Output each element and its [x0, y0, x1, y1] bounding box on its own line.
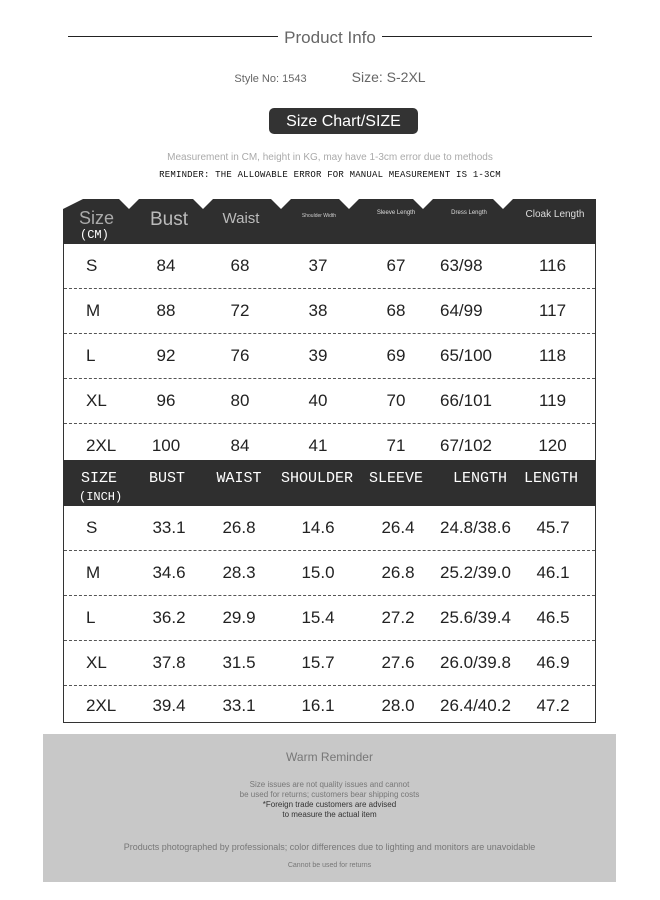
- cm-cell-waist: 80: [230, 391, 250, 410]
- inch-row-xl: [64, 641, 595, 686]
- inch-col-length: LENGTH: [452, 470, 507, 487]
- reminder-line-2: be used for returns; customers bear shipping costs: [239, 790, 420, 799]
- inch-row-l: [64, 596, 595, 641]
- inch-cell-length-2: 46.9: [536, 653, 570, 672]
- product-info-title: Product Info: [284, 28, 376, 47]
- cm-cell-size: 2XL: [86, 436, 117, 455]
- product-meta: [0, 69, 660, 85]
- cm-col-shoulder: Shoulder Width: [301, 213, 337, 219]
- warm-reminder-panel: [43, 734, 616, 882]
- cm-cell-dress: 66/101: [440, 391, 492, 410]
- cm-cell-size: XL: [86, 391, 107, 410]
- warm-reminder-title: Warm Reminder: [286, 750, 373, 764]
- cm-cell-waist: 72: [230, 301, 250, 320]
- cm-cell-cloak: 117: [538, 301, 567, 320]
- cm-cell-waist: 84: [230, 436, 250, 455]
- inch-cell-size: 2XL: [86, 696, 117, 715]
- inch-cell-sleeve: 28.0: [381, 696, 415, 715]
- cm-cell-dress: 63/98: [440, 256, 483, 275]
- reminder-line-3: *Foreign trade customers are advised: [262, 800, 397, 809]
- inch-cell-length: 25.2/39.0: [440, 563, 511, 582]
- cm-cell-sleeve: 71: [386, 436, 406, 455]
- inch-cell-shoulder: 14.6: [301, 518, 335, 537]
- cm-cell-bust: 92: [156, 346, 176, 365]
- cm-cell-sleeve: 69: [386, 346, 406, 365]
- cm-cell-sleeve: 68: [386, 301, 406, 320]
- cm-col-waist: Waist: [222, 210, 260, 227]
- inch-cell-waist: 26.8: [222, 518, 256, 537]
- cm-row-xl: [64, 379, 595, 424]
- cm-col-dress: Dress Length: [451, 210, 487, 216]
- product-info-title-row: [68, 28, 592, 52]
- error-reminder-note: REMINDER: THE ALLOWABLE ERROR FOR MANUAL MEASUREMENT IS 1-3CM: [159, 170, 501, 180]
- reminder-line-1: Size issues are not quality issues and cannot: [249, 780, 410, 789]
- inch-cell-length-2: 46.5: [536, 608, 570, 627]
- inch-cell-length-2: 47.2: [536, 696, 570, 715]
- reminder-line-4: to measure the actual item: [282, 810, 377, 819]
- inch-cell-shoulder: 16.1: [301, 696, 335, 715]
- inch-cell-bust: 39.4: [152, 696, 186, 715]
- inch-cell-waist: 31.5: [222, 653, 256, 672]
- cm-cell-shoulder: 37: [308, 256, 328, 275]
- inch-col-waist: WAIST: [216, 470, 262, 487]
- inch-row-2xl: [64, 684, 595, 728]
- reminder-line-6: Cannot be used for returns: [287, 862, 372, 869]
- cm-col-sleeve: Sleeve Length: [376, 210, 416, 216]
- cm-row-l: [64, 334, 595, 379]
- style-number: Style No: 1543: [234, 73, 307, 85]
- cm-cell-sleeve: 67: [386, 256, 406, 275]
- cm-cell-waist: 76: [230, 346, 250, 365]
- cm-cell-dress: 67/102: [440, 436, 492, 455]
- inch-col-size-unit: (INCH): [79, 490, 123, 504]
- cm-col-size-unit: (CM): [80, 228, 109, 242]
- inch-col-bust: BUST: [148, 470, 185, 487]
- cm-row-m: [64, 289, 595, 334]
- inch-row-s: [64, 506, 595, 551]
- inch-cell-length-2: 45.7: [536, 518, 570, 537]
- inch-cell-length: 26.0/39.8: [440, 653, 511, 672]
- inch-cell-bust: 36.2: [152, 608, 186, 627]
- cm-cell-dress: 64/99: [440, 301, 483, 320]
- cm-cell-shoulder: 39: [308, 346, 328, 365]
- size-chart-button[interactable]: Size Chart/SIZE: [269, 108, 418, 134]
- inch-cell-sleeve: 27.6: [381, 653, 415, 672]
- cm-cell-size: L: [86, 346, 96, 365]
- cm-cell-bust: 96: [156, 391, 176, 410]
- cm-cell-bust: 100: [151, 436, 181, 455]
- cm-cell-waist: 68: [230, 256, 250, 275]
- cm-cell-sleeve: 70: [386, 391, 406, 410]
- inch-cell-sleeve: 26.4: [381, 518, 415, 537]
- inch-col-size: SIZE: [81, 470, 118, 487]
- inch-cell-waist: 28.3: [222, 563, 256, 582]
- inch-col-shoulder: SHOULDER: [280, 470, 353, 487]
- inch-cell-shoulder: 15.0: [301, 563, 335, 582]
- inch-cell-length: 26.4/40.2: [440, 696, 511, 715]
- inch-cell-length: 25.6/39.4: [440, 608, 511, 627]
- cm-cell-cloak: 119: [538, 391, 567, 410]
- cm-cell-cloak: 116: [538, 256, 567, 275]
- inch-cell-waist: 29.9: [222, 608, 256, 627]
- inch-cell-bust: 33.1: [152, 518, 186, 537]
- cm-cell-size: M: [86, 301, 101, 320]
- reminder-line-5: Products photographed by professionals; color differences due to lighting and monitors are unavoidable: [123, 842, 536, 852]
- inch-cell-waist: 33.1: [222, 696, 256, 715]
- cm-cell-bust: 88: [156, 301, 176, 320]
- size-chart-table: [63, 199, 596, 723]
- inch-cell-bust: 34.6: [152, 563, 186, 582]
- cm-row-s: [64, 244, 595, 289]
- cm-cell-shoulder: 41: [308, 436, 328, 455]
- inch-col-length-2: LENGTH: [523, 470, 578, 487]
- inch-row-m: [64, 551, 595, 596]
- cm-cell-shoulder: 40: [308, 391, 328, 410]
- inch-cell-size: XL: [86, 653, 107, 672]
- inch-cell-length: 24.8/38.6: [440, 518, 511, 537]
- inch-cell-size: S: [86, 518, 98, 537]
- cm-col-bust: Bust: [149, 209, 189, 230]
- inch-col-sleeve: SLEEVE: [368, 470, 423, 487]
- inch-cell-shoulder: 15.7: [301, 653, 335, 672]
- inch-cell-sleeve: 26.8: [381, 563, 415, 582]
- inch-cell-shoulder: 15.4: [301, 608, 335, 627]
- title-divider-right: [382, 36, 592, 37]
- measurement-note: Measurement in CM, height in KG, may have 1-3cm error due to methods: [167, 152, 493, 163]
- inch-cell-length-2: 46.1: [536, 563, 570, 582]
- cm-cell-bust: 84: [156, 256, 176, 275]
- inch-cell-size: L: [86, 608, 96, 627]
- inch-header-row: [63, 460, 596, 506]
- cm-cell-cloak: 120: [538, 436, 567, 455]
- cm-cell-dress: 65/100: [440, 346, 492, 365]
- cm-cell-size: S: [86, 256, 98, 275]
- inch-cell-sleeve: 27.2: [381, 608, 415, 627]
- cm-col-cloak: Cloak Length: [525, 209, 585, 220]
- cm-cell-cloak: 118: [538, 346, 567, 365]
- cm-header-row: [63, 199, 596, 244]
- size-range: Size: S-2XL: [351, 69, 426, 85]
- inch-cell-bust: 37.8: [152, 653, 186, 672]
- cm-col-size: Size: [79, 208, 115, 228]
- cm-cell-shoulder: 38: [308, 301, 328, 320]
- inch-cell-size: M: [86, 563, 101, 582]
